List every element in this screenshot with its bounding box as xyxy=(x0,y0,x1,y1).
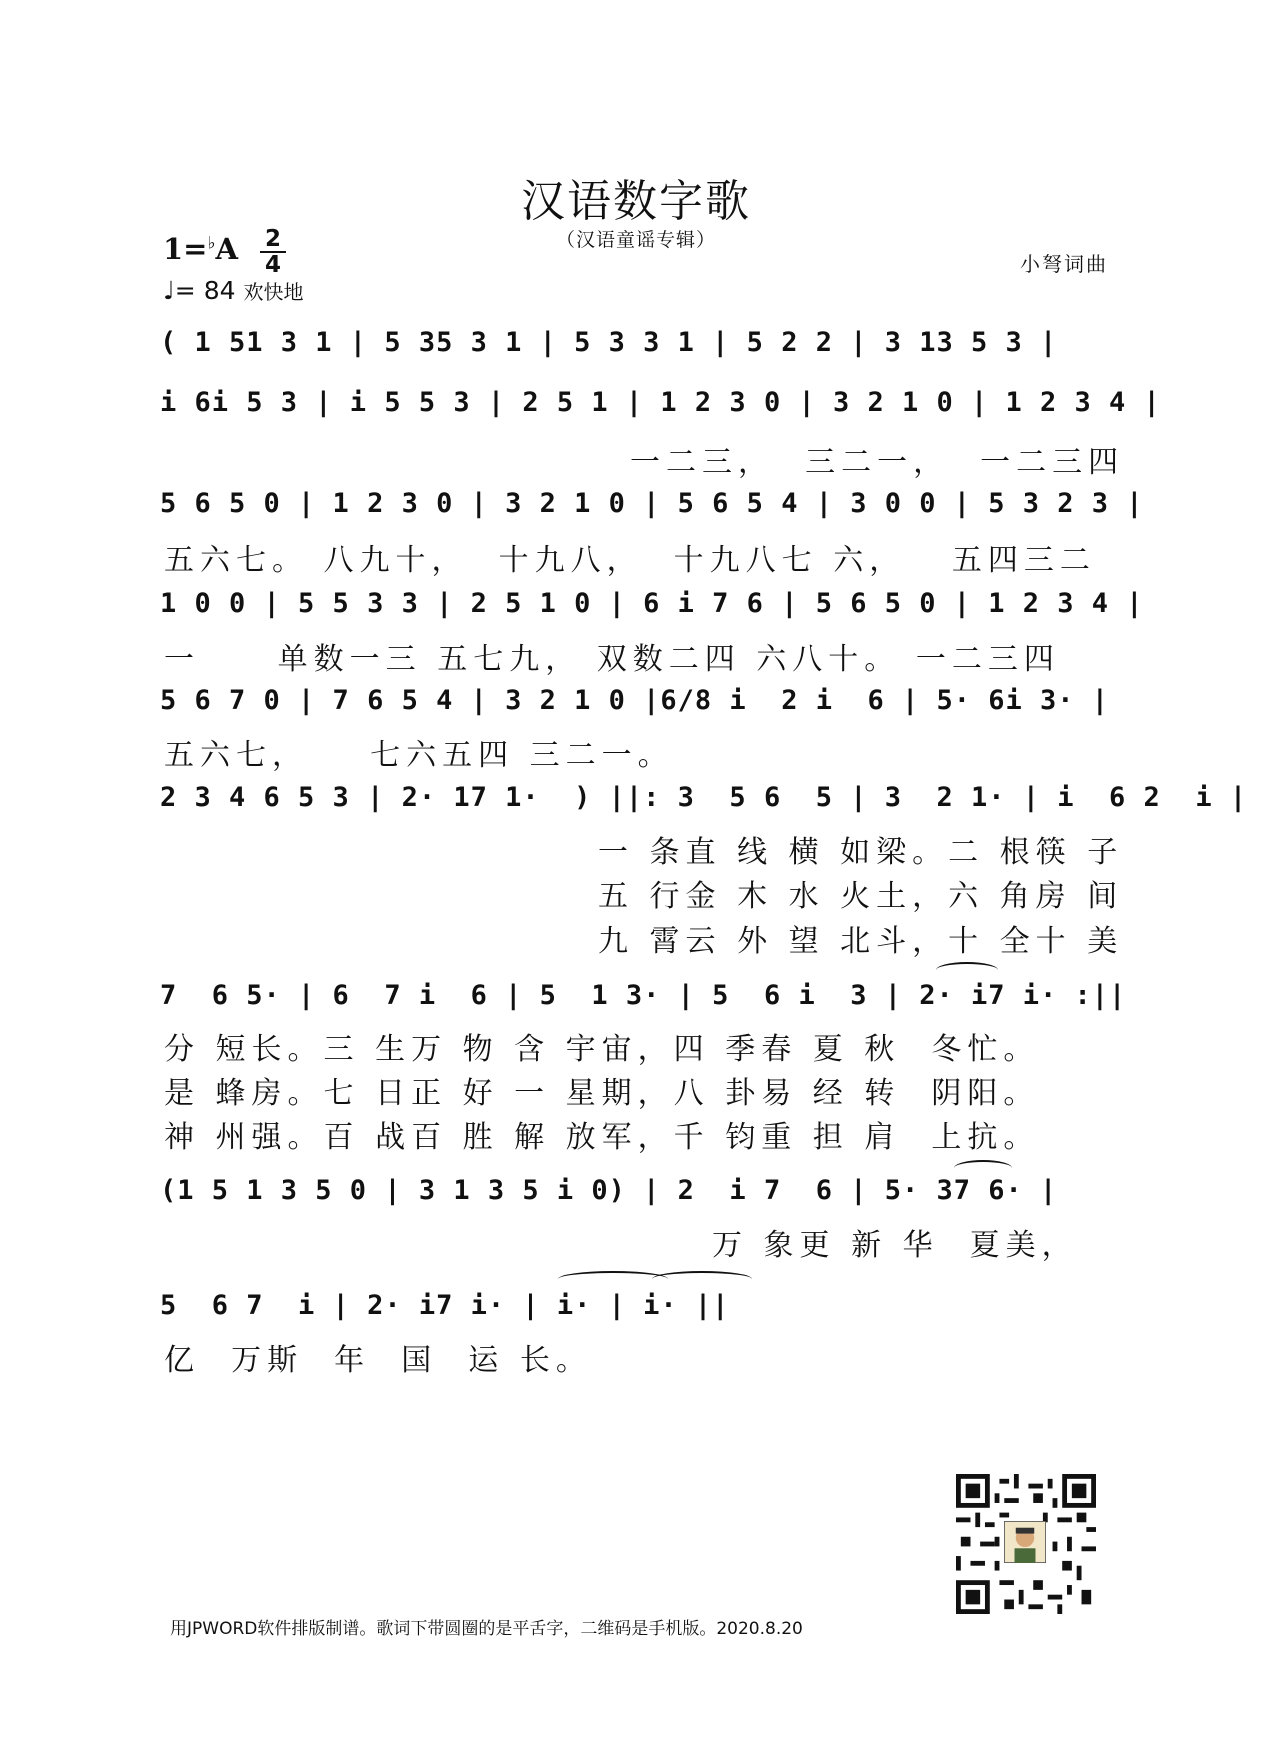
page-subtitle: （汉语童谣专辑） xyxy=(555,229,716,251)
lyric-line-2: 五六七。 八九十， 十九八， 十九八七 六， 五四三二 xyxy=(164,543,1096,578)
lyric-line-10: 神 州强。百 战百 胜 解 放军，千 钧重 担 肩 上抗。 xyxy=(164,1120,1040,1155)
notation-line-9: 5 6 7 i | 2· i7 i· | i· | i· || xyxy=(160,1290,730,1321)
notation-line-4: 1 0 0 | 5 5 3 3 | 2 5 1 0 | 6 i 7 6 | 5 6 5 0 | 1 2 3 4 | xyxy=(160,588,1144,619)
quarter-note-icon: ♩ xyxy=(163,276,175,305)
lyric-line-11: 万 象更 新 华 夏美， xyxy=(712,1228,1078,1263)
tempo-value: = 84 xyxy=(174,276,236,305)
lyric-line-12: 亿 万斯 年 国 运 长。 xyxy=(164,1343,592,1378)
notation-line-6: 2 3 4 6 5 3 | 2· 17 1· ) ||: 3 5 6 5 | 3 2 1· | i 6 2 i | xyxy=(160,782,1248,813)
footer-note: 用JPWORD软件排版制谱。歌词下带圆圈的是平舌字，二维码是手机版。2020.8.20 xyxy=(170,1619,803,1639)
lyric-line-6: 五 行金 木 水 火土，六 角房 间 xyxy=(598,879,1124,914)
lyric-line-4: 五六七， 七六五四 三二一。 xyxy=(164,738,674,773)
lyric-line-8: 分 短长。三 生万 物 含 宇宙，四 季春 夏 秋 冬忙。 xyxy=(164,1032,1040,1067)
tempo-marking xyxy=(163,276,303,305)
page-title: 汉语数字歌 xyxy=(521,176,751,227)
key-signature xyxy=(163,232,238,266)
composer-credit: 小弩词曲 xyxy=(1020,252,1108,276)
time-signature xyxy=(258,228,288,276)
lyric-line-7: 九 霄云 外 望 北斗，十 全十 美 xyxy=(598,924,1124,959)
notation-line-2: i 6i 5 3 | i 5 5 3 | 2 5 1 | 1 2 3 0 | 3 2 1 0 | 1 2 3 4 | xyxy=(160,387,1161,418)
slur-arc xyxy=(954,1160,1012,1176)
lyric-line-3: 一 单数一三 五七九， 双数二四 六八十。 一二三四 xyxy=(164,642,1060,677)
key-letter: A xyxy=(215,232,239,266)
lyric-line-1: 一二三， 三二一， 一二三四 xyxy=(630,445,1125,480)
notation-line-7: 7 6 5· | 6 7 i 6 | 5 1 3· | 5 6 i 3 | 2· i7 i· :|| xyxy=(160,980,1127,1011)
time-signature-top: 2 xyxy=(264,226,281,252)
time-signature-bottom: 4 xyxy=(264,252,281,278)
notation-line-1: ( 1 51 3 1 | 5 35 3 1 | 5 3 3 1 | 5 2 2 | 3 13 5 3 | xyxy=(160,327,1058,358)
slur-arc xyxy=(936,962,998,978)
flat-symbol: ♭ xyxy=(207,233,216,254)
notation-line-8: (1 5 1 3 5 0 | 3 1 3 5 i 0) | 2 i 7 6 | 5· 37 6· | xyxy=(160,1175,1058,1206)
notation-line-5: 5 6 7 0 | 7 6 5 4 | 3 2 1 0 |6/8 i 2 i 6 | 5· 6i 3· | xyxy=(160,685,1110,716)
lyric-line-5: 一 条直 线 横 如梁。二 根筷 子 xyxy=(598,835,1124,870)
notation-line-3: 5 6 5 0 | 1 2 3 0 | 3 2 1 0 | 5 6 5 4 | 3 0 0 | 5 3 2 3 | xyxy=(160,488,1144,519)
qr-avatar-icon xyxy=(1004,1521,1046,1563)
key-prefix: 1= xyxy=(163,232,208,266)
tempo-text: 欢快地 xyxy=(243,280,304,304)
tie-arc xyxy=(652,1271,752,1287)
lyric-line-9: 是 蜂房。七 日正 好 一 星期，八 卦易 经 转 阴阳。 xyxy=(164,1076,1040,1111)
